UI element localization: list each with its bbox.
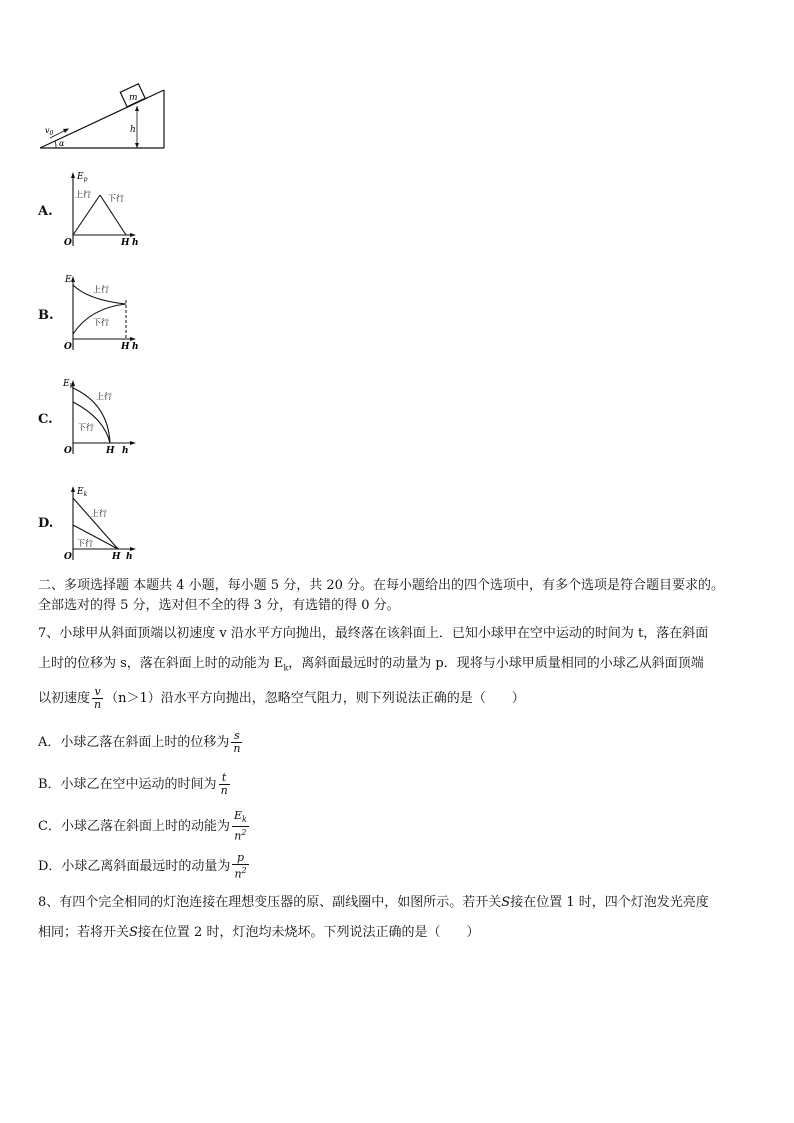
svg-text:H: H — [121, 238, 130, 248]
option-a-graph — [60, 166, 142, 254]
svg-text:h: h — [132, 238, 139, 248]
svg-text:上行: 上行 — [96, 392, 112, 401]
q7-option-c: C．小球乙落在斜面上时的动能为 $\frac{E_k}{n^2}$ — [38, 809, 247, 843]
svg-text:E: E — [65, 275, 72, 285]
q7-line1: 7、小球甲从斜面顶端以初速度 v 沿水平方向抛出，最终落在该斜面上．已知小球甲在空中运动的时间为 t，落在斜面 — [38, 626, 709, 641]
q7-option-b: B．小球乙在空中运动的时间为 $\frac{t}{n}$ — [38, 771, 228, 797]
svg-text:H: H — [106, 446, 115, 456]
svg-text:下行: 下行 — [78, 423, 94, 432]
svg-text:h: h — [132, 342, 139, 352]
svg-text:O: O — [64, 552, 72, 562]
svg-text:O: O — [64, 342, 72, 352]
option-b-graph — [60, 270, 142, 358]
svg-text:上行: 上行 — [91, 509, 107, 518]
q7-line3: 以初速度 $\frac{v}{n}$ （n＞1）沿水平方向抛出，忽略空气阻力，则下列说法正确的是（ ） — [38, 685, 525, 711]
height-label: h — [130, 125, 136, 135]
option-d-graph — [60, 480, 142, 568]
svg-text:上行: 上行 — [75, 190, 91, 199]
q7-line2: 上时的位移为 s，落在斜面上时的动能为 $E_k$，离斜面最远时的动量为 p．现将与小球甲质量相同的小球乙从斜面顶端 — [38, 656, 704, 673]
svg-text:H: H — [121, 342, 130, 352]
svg-text:下行: 下行 — [77, 539, 93, 548]
section2-line2: 全部选对的得 5 分，选对但不全的得 3 分，有选错的得 0 分。 — [38, 598, 400, 613]
svg-text:Ek: $E_k$ — [77, 487, 88, 498]
svg-text:H: H — [112, 552, 121, 562]
svg-text:下行: 下行 — [93, 318, 109, 327]
svg-text:O: O — [64, 446, 72, 456]
svg-text:O: O — [64, 238, 72, 248]
mass-label: m — [129, 93, 138, 103]
svg-text:h: h — [126, 552, 133, 562]
svg-text:Ep: $E_p$ — [77, 172, 88, 183]
option-c-letter: C. — [38, 412, 53, 427]
svg-text:Ek: $E_k$ — [63, 379, 74, 390]
q7-option-a: A．小球乙落在斜面上时的位移为 $\frac{s}{n}$ — [38, 729, 241, 755]
section2-line1: 二、多项选择题 本题共 4 小题，每小题 5 分，共 20 分。在每小题给出的四个选项中，有多个选项是符合题目要求的。 — [38, 578, 725, 593]
option-a-letter: A. — [38, 204, 53, 219]
velocity-label: $v_0$ — [45, 126, 54, 137]
q8-line2: 相同；若将开关S接在位置 2 时，灯泡均未烧坏。下列说法正确的是（ ） — [38, 925, 480, 940]
fraction-v-n: $\frac{v}{n}$ — [94, 685, 102, 711]
q8-line1: 8、有四个完全相同的灯泡连接在理想变压器的原、副线圈中，如图所示。若开关S接在位置 1 时，四个灯泡发光亮度 — [38, 895, 709, 910]
option-b-letter: B. — [38, 308, 54, 323]
incline-figure — [36, 82, 168, 154]
option-d-letter: D. — [38, 516, 54, 531]
angle-label: α — [59, 139, 65, 148]
svg-text:h: h — [122, 446, 129, 456]
svg-text:下行: 下行 — [108, 194, 124, 203]
option-c-graph — [60, 374, 142, 462]
svg-text:上行: 上行 — [93, 285, 109, 294]
q7-option-d: D．小球乙离斜面最远时的动量为 $\frac{p}{n^2}$ — [38, 851, 247, 881]
